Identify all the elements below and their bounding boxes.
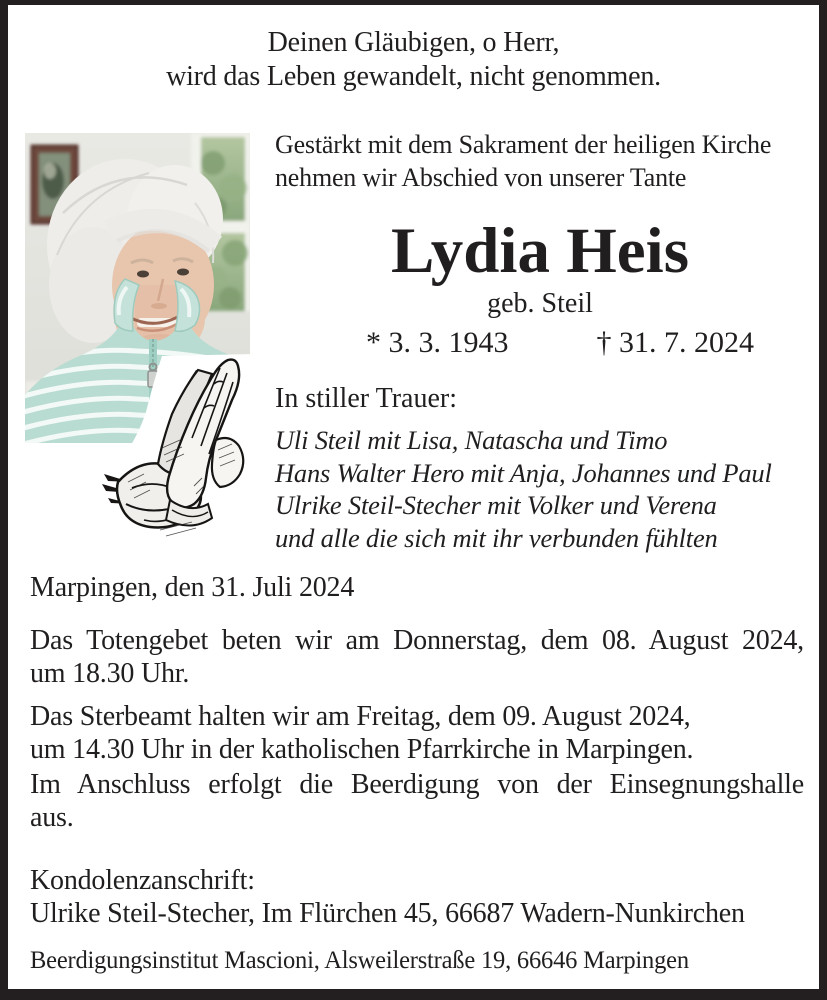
condolence-heading: Kondolenzanschrift:: [30, 865, 255, 896]
announcement-line: Das Totengebet beten wir am Donnerstag, dem 08. August 2024,: [30, 625, 804, 656]
deceased-name: Lydia Heis: [391, 215, 689, 287]
mourners-list: [275, 424, 805, 554]
intro-line2: nehmen wir Abschied von unserer Tante: [275, 163, 687, 192]
intro-line1: Gestärkt mit dem Sakrament der heiligen Kirche: [275, 130, 772, 159]
place-date: Marpingen, den 31. Juli 2024: [30, 572, 355, 603]
birth-date: * 3. 3. 1943: [366, 326, 509, 359]
funeral-home-line: Beerdigungsinstitut Mascioni, Alsweilerstraße 19, 66646 Marpingen: [30, 947, 689, 974]
death-date: † 31. 7. 2024: [596, 326, 754, 359]
header-verse: [0, 26, 827, 94]
announcement-line: Im Anschluss erfolgt die Beerdigung von der Einsegnungshalle: [30, 769, 804, 800]
mourner-line: Hans Walter Hero mit Anja, Johannes und Paul: [275, 457, 772, 488]
praying-hands-art: [100, 354, 256, 548]
mourner-line: Ulrike Steil-Stecher mit Volker und Verena: [275, 490, 717, 520]
announcement-beerdigung: [30, 768, 804, 834]
praying-hands-icon: [100, 354, 256, 548]
announcement-line: aus.: [30, 802, 74, 833]
announcement-totengebet: [30, 624, 804, 690]
condolence-block: [30, 864, 804, 930]
header-verse-line1: Deinen Gläubigen, o Herr,: [267, 27, 560, 58]
mourning-heading: In stiller Trauer:: [275, 383, 457, 414]
intro-text: [275, 128, 805, 194]
announcement-line: Das Sterbeamt halten wir am Freitag, dem 09. August 2024,: [30, 701, 691, 732]
life-dates: [295, 326, 825, 360]
announcement-column: [275, 128, 805, 554]
mourner-line: Uli Steil mit Lisa, Natascha und Timo: [275, 425, 668, 455]
maiden-name: geb. Steil: [487, 288, 593, 319]
announcement-line: um 14.30 Uhr in der katholischen Pfarrkirche in Marpingen.: [30, 734, 694, 765]
mourner-line: und alle die sich mit ihr verbunden fühlten: [275, 522, 718, 553]
announcement-sterbeamt: [30, 700, 804, 766]
condolence-address: Ulrike Steil-Stecher, Im Flürchen 45, 66687 Wadern-Nunkirchen: [30, 898, 745, 929]
announcement-line: um 18.30 Uhr.: [30, 658, 190, 689]
header-verse-line2: wird das Leben gewandelt, nicht genommen.: [166, 61, 661, 92]
